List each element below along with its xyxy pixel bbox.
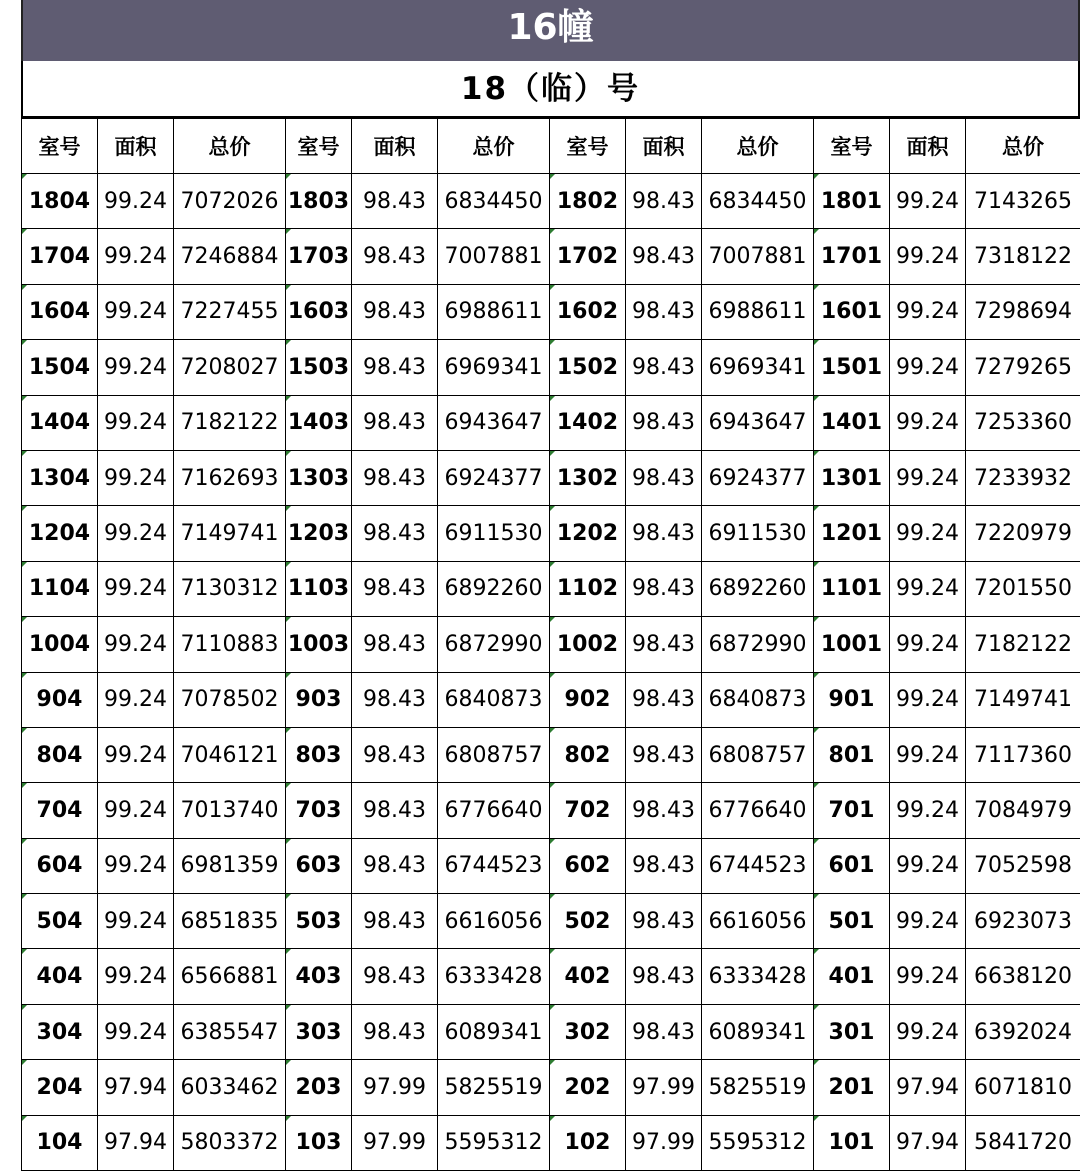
area-cell: 99.24	[890, 174, 966, 229]
room-number-cell: 1102	[550, 561, 626, 616]
room-number-cell: 802	[550, 727, 626, 782]
area-cell: 99.24	[890, 672, 966, 727]
area-cell: 98.43	[626, 783, 702, 838]
room-number-cell: 1804	[22, 174, 98, 229]
total-price-cell: 5595312	[438, 1115, 550, 1170]
area-cell: 99.24	[98, 561, 174, 616]
total-price-cell: 6776640	[702, 783, 814, 838]
total-price-cell: 6872990	[702, 617, 814, 672]
room-number-cell: 602	[550, 838, 626, 893]
room-number-cell: 1003	[286, 617, 352, 672]
room-number-cell: 1101	[814, 561, 890, 616]
room-number-cell: 102	[550, 1115, 626, 1170]
room-header: 室号	[286, 119, 352, 174]
area-cell: 98.43	[626, 1004, 702, 1059]
room-number-cell: 403	[286, 949, 352, 1004]
room-number-cell: 301	[814, 1004, 890, 1059]
room-number-cell: 1603	[286, 284, 352, 339]
room-number-cell: 404	[22, 949, 98, 1004]
unit-number-title: 18（临）号	[21, 61, 1080, 118]
area-cell: 98.43	[626, 561, 702, 616]
room-number-cell: 1001	[814, 617, 890, 672]
room-number-cell: 901	[814, 672, 890, 727]
room-number-cell: 1002	[550, 617, 626, 672]
area-cell: 99.24	[98, 617, 174, 672]
total-price-cell: 7220979	[966, 506, 1080, 561]
total-price-cell: 6892260	[702, 561, 814, 616]
total-price-cell: 6911530	[438, 506, 550, 561]
room-number-cell: 1704	[22, 229, 98, 284]
area-cell: 98.43	[626, 617, 702, 672]
total-price-cell: 7110883	[174, 617, 286, 672]
room-number-cell: 804	[22, 727, 98, 782]
room-number-cell: 1203	[286, 506, 352, 561]
total-price-cell: 6776640	[438, 783, 550, 838]
total-price-cell: 6988611	[438, 284, 550, 339]
room-number-cell: 1801	[814, 174, 890, 229]
area-cell: 98.43	[352, 727, 438, 782]
total-price-cell: 7298694	[966, 284, 1080, 339]
room-number-cell: 302	[550, 1004, 626, 1059]
total-price-cell: 7078502	[174, 672, 286, 727]
total-price-cell: 6089341	[702, 1004, 814, 1059]
area-cell: 98.43	[626, 949, 702, 1004]
area-cell: 99.24	[98, 894, 174, 949]
total-price-cell: 7046121	[174, 727, 286, 782]
room-number-cell: 1402	[550, 395, 626, 450]
room-number-cell: 801	[814, 727, 890, 782]
room-number-cell: 1503	[286, 340, 352, 395]
table-row	[22, 340, 1080, 395]
price-header: 总价	[702, 119, 814, 174]
total-price-cell: 6969341	[702, 340, 814, 395]
area-cell: 99.24	[98, 174, 174, 229]
total-price-cell: 7182122	[174, 395, 286, 450]
area-cell: 98.43	[352, 229, 438, 284]
price-header: 总价	[174, 119, 286, 174]
room-number-cell: 502	[550, 894, 626, 949]
total-price-cell: 6333428	[702, 949, 814, 1004]
room-number-cell: 1104	[22, 561, 98, 616]
table-row	[22, 1060, 1080, 1115]
room-number-cell: 1004	[22, 617, 98, 672]
total-price-cell: 6872990	[438, 617, 550, 672]
area-cell: 99.24	[890, 561, 966, 616]
room-number-cell: 1204	[22, 506, 98, 561]
total-price-cell: 6924377	[702, 450, 814, 505]
area-cell: 98.43	[626, 727, 702, 782]
area-cell: 99.24	[98, 672, 174, 727]
area-cell: 98.43	[352, 450, 438, 505]
room-number-cell: 1501	[814, 340, 890, 395]
room-number-cell: 1404	[22, 395, 98, 450]
total-price-cell: 5825519	[438, 1060, 550, 1115]
area-cell: 99.24	[890, 506, 966, 561]
total-price-cell: 7162693	[174, 450, 286, 505]
table-row	[22, 561, 1080, 616]
area-cell: 98.43	[352, 340, 438, 395]
area-cell: 98.43	[352, 506, 438, 561]
area-header: 面积	[98, 119, 174, 174]
room-number-cell: 1303	[286, 450, 352, 505]
room-number-cell: 503	[286, 894, 352, 949]
room-number-cell: 203	[286, 1060, 352, 1115]
total-price-cell: 7318122	[966, 229, 1080, 284]
room-number-cell: 1803	[286, 174, 352, 229]
room-number-cell: 603	[286, 838, 352, 893]
room-number-cell: 1504	[22, 340, 98, 395]
area-cell: 99.24	[890, 783, 966, 838]
total-price-cell: 6851835	[174, 894, 286, 949]
total-price-cell: 6840873	[438, 672, 550, 727]
area-cell: 99.24	[98, 229, 174, 284]
table-row	[22, 1004, 1080, 1059]
area-header: 面积	[352, 119, 438, 174]
total-price-cell: 5803372	[174, 1115, 286, 1170]
area-cell: 99.24	[98, 838, 174, 893]
price-table	[21, 118, 1080, 1171]
total-price-cell: 5595312	[702, 1115, 814, 1170]
area-cell: 99.24	[890, 229, 966, 284]
area-header: 面积	[626, 119, 702, 174]
total-price-cell: 7052598	[966, 838, 1080, 893]
area-cell: 98.43	[626, 395, 702, 450]
area-cell: 97.99	[352, 1115, 438, 1170]
total-price-cell: 6981359	[174, 838, 286, 893]
table-row	[22, 783, 1080, 838]
total-price-cell: 6333428	[438, 949, 550, 1004]
total-price-cell: 6071810	[966, 1060, 1080, 1115]
room-number-cell: 402	[550, 949, 626, 1004]
area-cell: 99.24	[98, 340, 174, 395]
total-price-cell: 6744523	[702, 838, 814, 893]
room-number-cell: 1601	[814, 284, 890, 339]
total-price-cell: 6834450	[702, 174, 814, 229]
total-price-cell: 7143265	[966, 174, 1080, 229]
area-cell: 97.99	[352, 1060, 438, 1115]
total-price-cell: 6840873	[702, 672, 814, 727]
table-row	[22, 1115, 1080, 1170]
area-cell: 98.43	[352, 1004, 438, 1059]
table-body	[22, 174, 1080, 1171]
total-price-cell: 6089341	[438, 1004, 550, 1059]
total-price-cell: 6924377	[438, 450, 550, 505]
area-cell: 97.99	[626, 1060, 702, 1115]
total-price-cell: 6808757	[702, 727, 814, 782]
area-cell: 98.43	[626, 340, 702, 395]
total-price-cell: 7072026	[174, 174, 286, 229]
total-price-cell: 7182122	[966, 617, 1080, 672]
total-price-cell: 6892260	[438, 561, 550, 616]
area-cell: 99.24	[890, 727, 966, 782]
area-cell: 99.24	[98, 1004, 174, 1059]
building-title: 16幢	[21, 0, 1080, 61]
area-cell: 99.24	[890, 838, 966, 893]
total-price-cell: 6566881	[174, 949, 286, 1004]
room-number-cell: 501	[814, 894, 890, 949]
table-row	[22, 395, 1080, 450]
area-cell: 98.43	[352, 894, 438, 949]
area-cell: 98.43	[352, 783, 438, 838]
room-number-cell: 904	[22, 672, 98, 727]
area-cell: 99.24	[890, 894, 966, 949]
room-number-cell: 504	[22, 894, 98, 949]
total-price-cell: 7227455	[174, 284, 286, 339]
area-cell: 99.24	[890, 617, 966, 672]
area-cell: 99.24	[890, 949, 966, 1004]
room-number-cell: 1103	[286, 561, 352, 616]
area-cell: 99.24	[98, 506, 174, 561]
total-price-cell: 6616056	[702, 894, 814, 949]
total-price-cell: 7013740	[174, 783, 286, 838]
total-price-cell: 6638120	[966, 949, 1080, 1004]
area-cell: 99.24	[98, 949, 174, 1004]
total-price-cell: 7208027	[174, 340, 286, 395]
room-number-cell: 902	[550, 672, 626, 727]
area-cell: 98.43	[626, 174, 702, 229]
total-price-cell: 6911530	[702, 506, 814, 561]
area-cell: 98.43	[626, 838, 702, 893]
room-number-cell: 1602	[550, 284, 626, 339]
room-number-cell: 701	[814, 783, 890, 838]
table-row	[22, 894, 1080, 949]
area-cell: 97.94	[890, 1115, 966, 1170]
area-cell: 99.24	[890, 340, 966, 395]
area-cell: 98.43	[626, 672, 702, 727]
room-number-cell: 903	[286, 672, 352, 727]
total-price-cell: 6808757	[438, 727, 550, 782]
room-number-cell: 1401	[814, 395, 890, 450]
area-cell: 98.43	[626, 450, 702, 505]
total-price-cell: 7253360	[966, 395, 1080, 450]
room-number-cell: 1202	[550, 506, 626, 561]
table-row	[22, 838, 1080, 893]
area-cell: 98.43	[352, 395, 438, 450]
area-cell: 97.94	[98, 1115, 174, 1170]
total-price-cell: 6392024	[966, 1004, 1080, 1059]
total-price-cell: 6385547	[174, 1004, 286, 1059]
total-price-cell: 6943647	[702, 395, 814, 450]
room-number-cell: 104	[22, 1115, 98, 1170]
area-cell: 98.43	[352, 838, 438, 893]
area-cell: 99.24	[98, 395, 174, 450]
total-price-cell: 6969341	[438, 340, 550, 395]
room-number-cell: 1703	[286, 229, 352, 284]
area-cell: 98.43	[626, 894, 702, 949]
total-price-cell: 7084979	[966, 783, 1080, 838]
room-number-cell: 604	[22, 838, 98, 893]
area-cell: 99.24	[890, 284, 966, 339]
room-header: 室号	[550, 119, 626, 174]
table-row	[22, 617, 1080, 672]
area-cell: 98.43	[352, 561, 438, 616]
room-number-cell: 1201	[814, 506, 890, 561]
area-cell: 99.24	[98, 783, 174, 838]
total-price-cell: 6988611	[702, 284, 814, 339]
table-row	[22, 672, 1080, 727]
table-row	[22, 229, 1080, 284]
total-price-cell: 5825519	[702, 1060, 814, 1115]
room-number-cell: 702	[550, 783, 626, 838]
room-number-cell: 1604	[22, 284, 98, 339]
room-number-cell: 1304	[22, 450, 98, 505]
total-price-cell: 7130312	[174, 561, 286, 616]
area-cell: 98.43	[352, 672, 438, 727]
area-cell: 98.43	[626, 506, 702, 561]
area-cell: 99.24	[98, 727, 174, 782]
room-number-cell: 103	[286, 1115, 352, 1170]
room-number-cell: 1301	[814, 450, 890, 505]
area-cell: 97.94	[98, 1060, 174, 1115]
total-price-cell: 7007881	[438, 229, 550, 284]
price-header: 总价	[438, 119, 550, 174]
total-price-cell: 7279265	[966, 340, 1080, 395]
total-price-cell: 6834450	[438, 174, 550, 229]
total-price-cell: 6923073	[966, 894, 1080, 949]
room-number-cell: 1502	[550, 340, 626, 395]
room-number-cell: 704	[22, 783, 98, 838]
total-price-cell: 7201550	[966, 561, 1080, 616]
area-cell: 99.24	[98, 450, 174, 505]
table-row	[22, 450, 1080, 505]
area-cell: 98.43	[352, 617, 438, 672]
total-price-cell: 6744523	[438, 838, 550, 893]
area-cell: 98.43	[626, 284, 702, 339]
room-number-cell: 201	[814, 1060, 890, 1115]
total-price-cell: 6943647	[438, 395, 550, 450]
total-price-cell: 7149741	[174, 506, 286, 561]
total-price-cell: 7149741	[966, 672, 1080, 727]
room-number-cell: 303	[286, 1004, 352, 1059]
area-cell: 99.24	[890, 450, 966, 505]
area-cell: 99.24	[890, 1004, 966, 1059]
area-cell: 98.43	[352, 949, 438, 1004]
total-price-cell: 5841720	[966, 1115, 1080, 1170]
total-price-cell: 7007881	[702, 229, 814, 284]
room-number-cell: 1701	[814, 229, 890, 284]
area-cell: 99.24	[98, 284, 174, 339]
table-row	[22, 174, 1080, 229]
area-cell: 99.24	[890, 395, 966, 450]
table-row	[22, 949, 1080, 1004]
table-row	[22, 284, 1080, 339]
table-row	[22, 727, 1080, 782]
room-number-cell: 202	[550, 1060, 626, 1115]
room-number-cell: 401	[814, 949, 890, 1004]
total-price-cell: 7233932	[966, 450, 1080, 505]
room-header: 室号	[22, 119, 98, 174]
area-cell: 98.43	[352, 284, 438, 339]
room-number-cell: 803	[286, 727, 352, 782]
room-number-cell: 1702	[550, 229, 626, 284]
table-row	[22, 506, 1080, 561]
room-number-cell: 601	[814, 838, 890, 893]
area-header: 面积	[890, 119, 966, 174]
room-number-cell: 1302	[550, 450, 626, 505]
area-cell: 97.99	[626, 1115, 702, 1170]
room-number-cell: 1403	[286, 395, 352, 450]
total-price-cell: 7246884	[174, 229, 286, 284]
area-cell: 97.94	[890, 1060, 966, 1115]
room-number-cell: 703	[286, 783, 352, 838]
total-price-cell: 7117360	[966, 727, 1080, 782]
total-price-cell: 6616056	[438, 894, 550, 949]
room-header: 室号	[814, 119, 890, 174]
total-price-cell: 6033462	[174, 1060, 286, 1115]
room-number-cell: 304	[22, 1004, 98, 1059]
table-header-row	[22, 119, 1080, 174]
room-number-cell: 204	[22, 1060, 98, 1115]
area-cell: 98.43	[352, 174, 438, 229]
price-header: 总价	[966, 119, 1080, 174]
area-cell: 98.43	[626, 229, 702, 284]
price-sheet	[21, 0, 1080, 1171]
room-number-cell: 1802	[550, 174, 626, 229]
room-number-cell: 101	[814, 1115, 890, 1170]
